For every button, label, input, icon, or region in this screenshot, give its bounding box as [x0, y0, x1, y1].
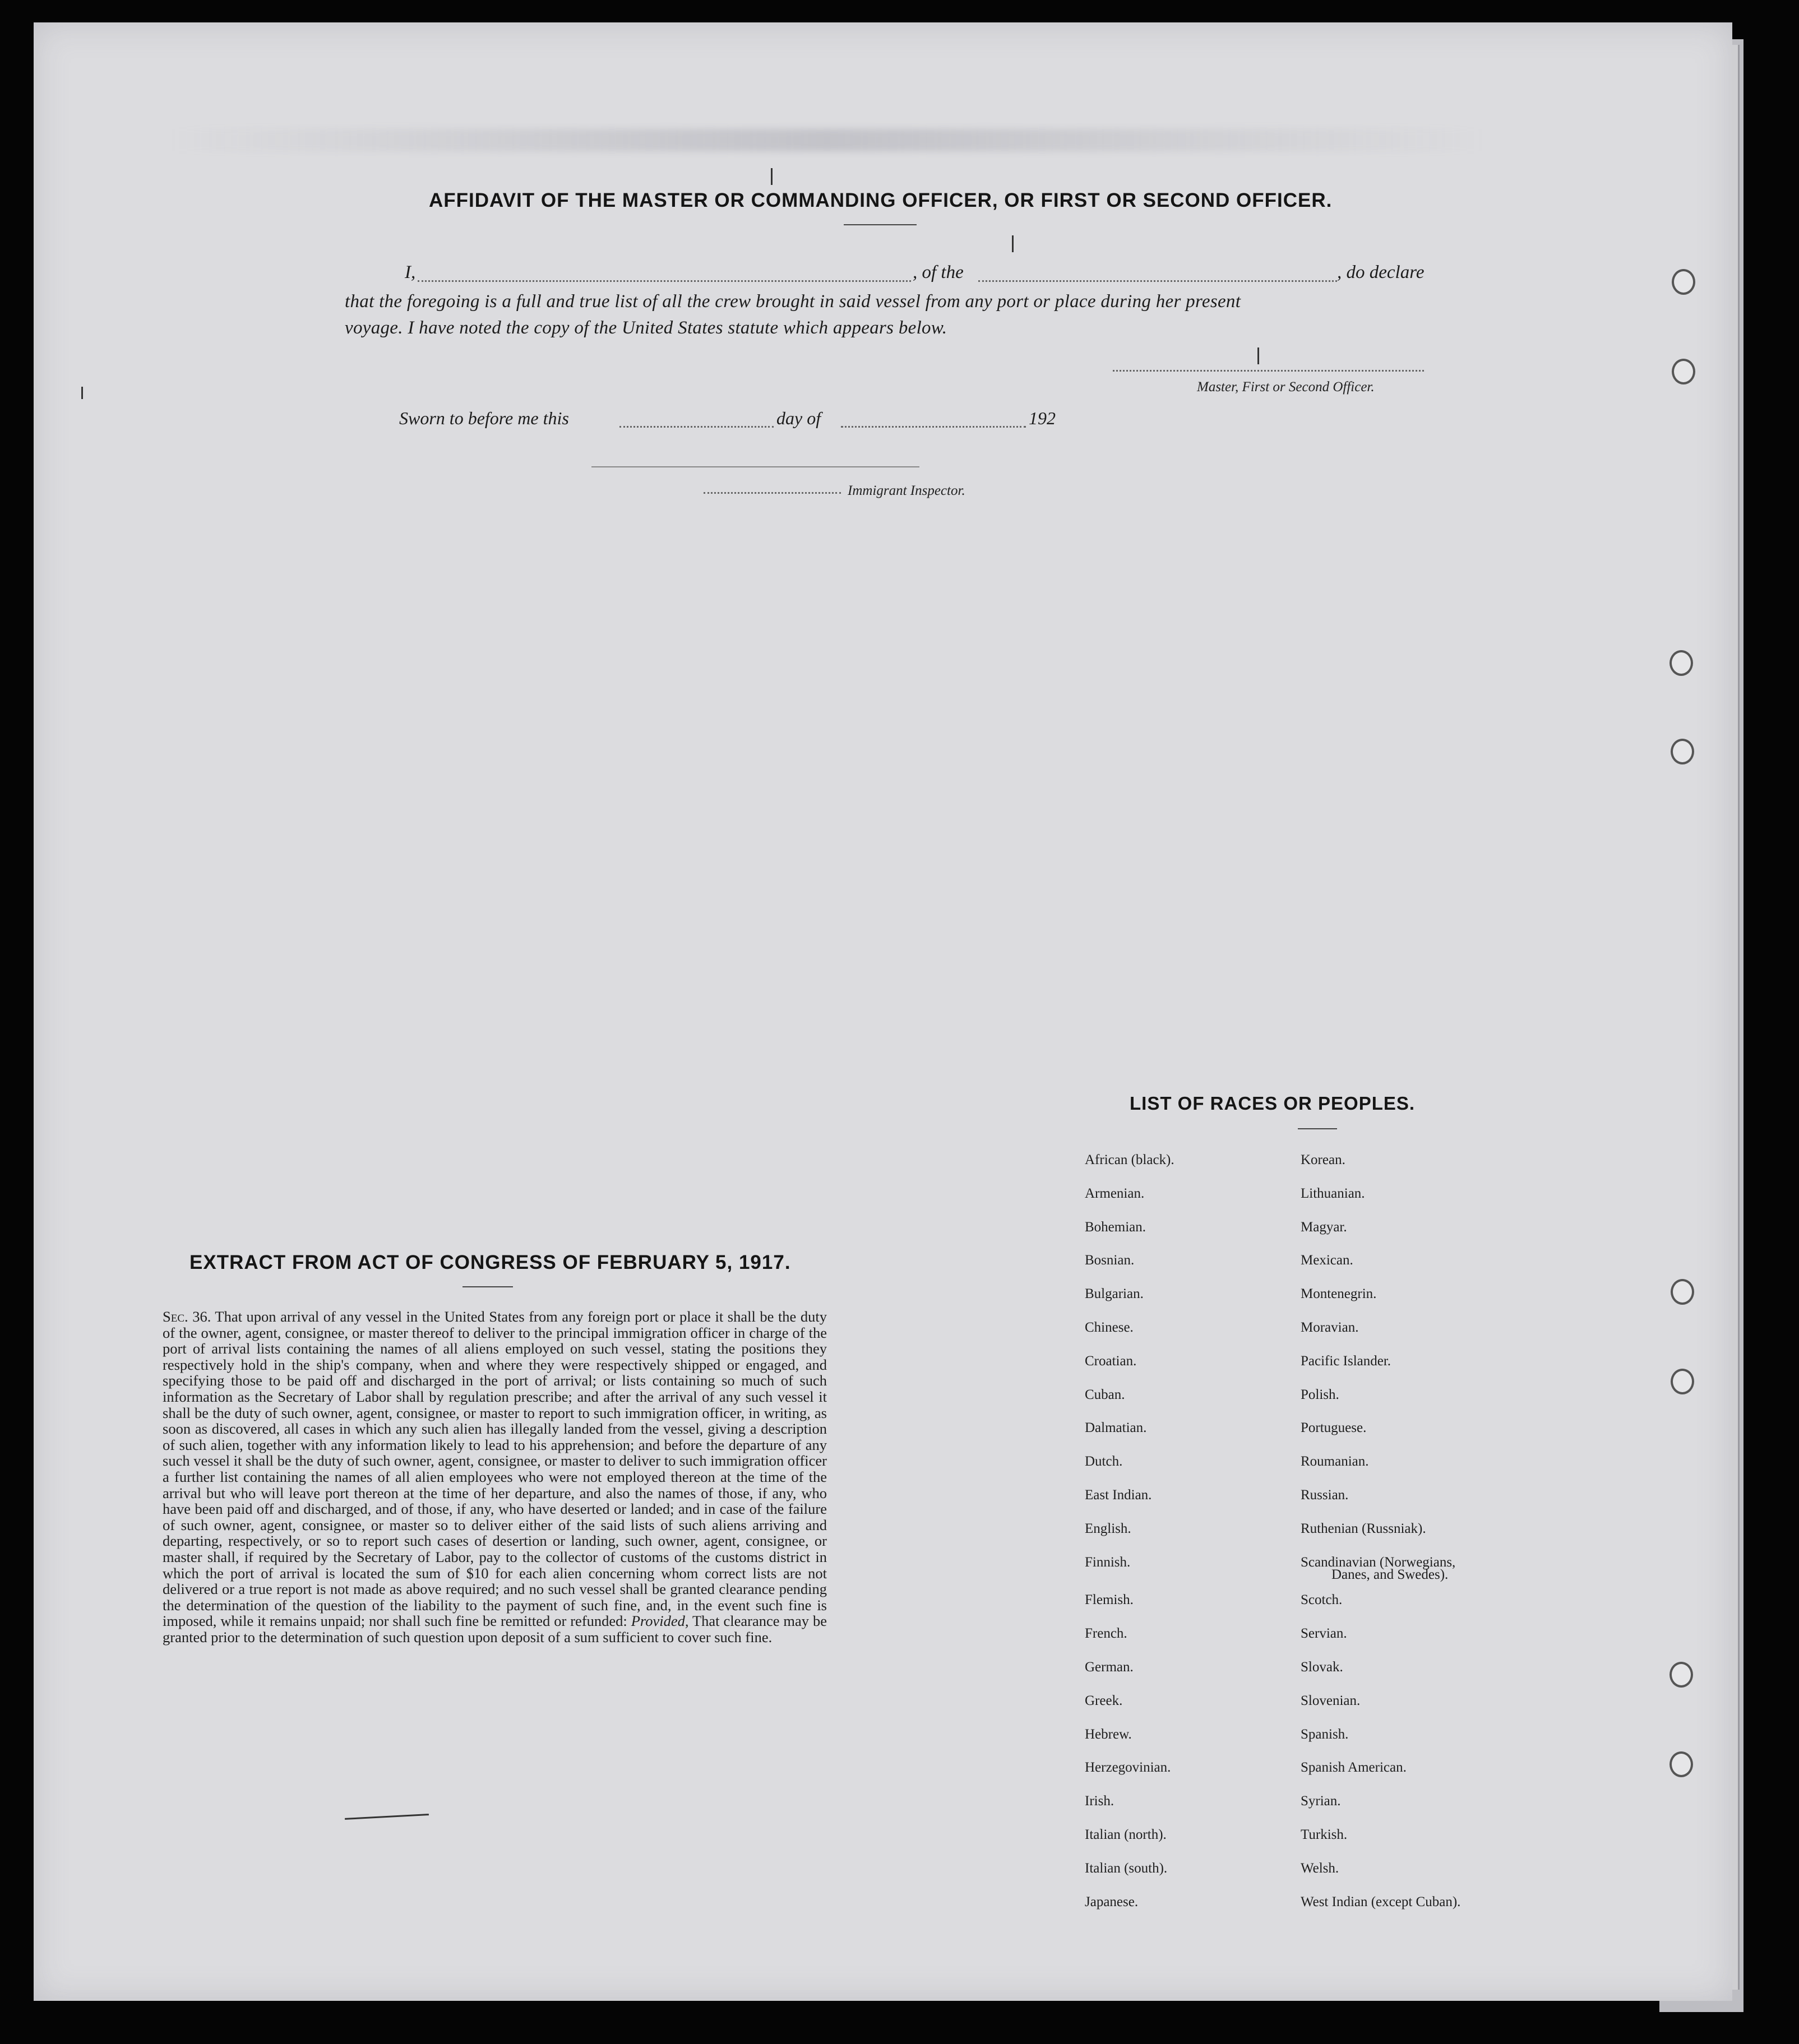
affidavit-of-the: , of the [913, 262, 964, 282]
race-item: Korean. [1301, 1152, 1345, 1167]
binder-hole [1671, 1369, 1694, 1394]
race-item: Ruthenian (Russniak). [1301, 1521, 1426, 1536]
section-label: Sec. 36. [163, 1308, 211, 1325]
race-item: Slovak. [1301, 1660, 1343, 1675]
affidavit-declare: , do declare [1337, 262, 1425, 282]
race-item: Italian (north). [1085, 1827, 1167, 1842]
race-item: Cuban. [1085, 1387, 1125, 1402]
race-item: Armenian. [1085, 1185, 1145, 1201]
inspector-field[interactable] [704, 492, 841, 494]
race-item: Greek. [1085, 1693, 1123, 1708]
race-item: Italian (south). [1085, 1860, 1168, 1876]
statute-body-end: That clearance may be granted prior to the determination of such question upon deposit of a sum sufficient to cover such fine. [163, 1612, 827, 1646]
statute-body: That upon arrival of any vessel in the United States from any foreign port or place it shall be the duty of the owner, agent, consignee, or master thereof to deliver to the principal immigration officer in charge of the port of arrival lists containing the names of all aliens employed on such vessel, stating the positions they respectively hold in the ship's company, when and where they were respectively shipped or engaged, and specifying those to be paid off and discharged in the port of arrival; or lists containing so much of such information as the Secretary of Labor shall by regulation prescribe; and after the arrival of any such vessel it shall be the duty of such owner, agent, consignee, or master to report to such immigration officer, in writing, as soon as discovered, all cases in which any such alien has illegally landed from the vessel, giving a description of such alien, together with any information likely to lead to his apprehension; and before the departure of any such vessel it shall be the duty of such owner, agent, consignee, or master to deliver to such immigration officer a further list containing the names of all alien employees who were not employed thereon at the time of the arrival but who will leave port thereon at the time of her departure, and also the names of those, if any, who have been paid off and discharged, and of those, if any, who have deserted or landed; and in case of the failure of such owner, agent, consignee, or master so to deliver either of the said lists of such aliens arriving and departing, respectively, or so to report such cases of desertion or landing, such owner, agent, consignee, or master shall, if required by the Secretary of Labor, pay to the collector of customs of the customs district in which the port of arrival is located the sum of $10 for each alien concerning whom correct lists are not delivered or a true report is not made as above required; and no such vessel shall be granted clearance pending the determination of the question of the liability to the payment of such fine, and, in the event such fine is imposed, while it remains unpaid; nor shall such fine be remitted or refunded: [163, 1308, 827, 1630]
stray-mark [81, 387, 83, 399]
signature-caption: Master, First or Second Officer. [1197, 379, 1375, 395]
binder-hole [1669, 1751, 1693, 1777]
stray-mark [1257, 347, 1259, 364]
affidavit-line-2: that the foregoing is a full and true list of all the crew brought in said vessel from any port or place during her present [345, 291, 1241, 312]
race-item: Hebrew. [1085, 1726, 1132, 1742]
race-item: West Indian (except Cuban). [1301, 1894, 1461, 1909]
race-item: English. [1085, 1521, 1131, 1536]
affidavit-line-3: voyage. I have noted the copy of the United States statute which appears below. [345, 318, 947, 338]
officer-signature-field[interactable] [1113, 370, 1424, 372]
sworn-day-field[interactable] [619, 426, 774, 428]
race-item: Scotch. [1301, 1592, 1343, 1608]
inspector-caption: Immigrant Inspector. [848, 483, 965, 498]
stray-mark [1012, 235, 1014, 252]
race-item: African (black). [1085, 1152, 1174, 1167]
race-item: Bohemian. [1085, 1219, 1146, 1235]
race-item: German. [1085, 1660, 1134, 1675]
vessel-field[interactable] [978, 280, 1337, 282]
sworn-text: Sworn to before me this [399, 408, 569, 428]
binder-hole [1671, 1279, 1694, 1305]
race-item: Turkish. [1301, 1827, 1348, 1842]
race-item: Moravian. [1301, 1320, 1359, 1335]
races-rule [1298, 1128, 1337, 1129]
extract-rule [463, 1286, 513, 1287]
race-item: Chinese. [1085, 1320, 1134, 1335]
race-item: French. [1085, 1626, 1127, 1642]
race-item: Croatian. [1085, 1353, 1137, 1369]
bleed-through-text [168, 129, 1486, 151]
binder-hole [1672, 359, 1695, 384]
race-item: Russian. [1301, 1487, 1349, 1503]
race-item: Irish. [1085, 1793, 1114, 1809]
race-continuation: Danes, and Swedes). [1331, 1567, 1449, 1582]
title-rule [844, 224, 917, 225]
extract-title: EXTRACT FROM ACT OF CONGRESS OF FEBRUARY 5, 1917. [189, 1252, 791, 1273]
binder-hole [1672, 269, 1695, 295]
race-item: Dalmatian. [1085, 1420, 1147, 1436]
race-item: Flemish. [1085, 1592, 1134, 1608]
race-item: Mexican. [1301, 1253, 1353, 1268]
race-item: Montenegrin. [1301, 1286, 1377, 1302]
race-item: Pacific Islander. [1301, 1353, 1391, 1369]
stray-mark [771, 168, 773, 185]
name-field[interactable] [418, 280, 911, 282]
race-item: Portuguese. [1301, 1420, 1367, 1436]
day-of-text: day of [776, 408, 821, 428]
race-item: Roumanian. [1301, 1454, 1369, 1470]
binder-hole [1669, 650, 1693, 676]
race-item: Magyar. [1301, 1219, 1347, 1235]
race-item: Syrian. [1301, 1793, 1341, 1809]
binder-hole [1669, 1662, 1693, 1688]
race-item: Welsh. [1301, 1860, 1339, 1876]
race-item: Scandinavian (Norwegians, [1301, 1554, 1456, 1570]
inspector-signature-line[interactable] [591, 466, 919, 467]
proviso-word: Provided, [631, 1612, 689, 1630]
race-item: Servian. [1301, 1626, 1347, 1642]
race-item: Herzegovinian. [1085, 1760, 1171, 1776]
race-item: Polish. [1301, 1387, 1339, 1402]
affidavit-i: I, [405, 262, 416, 282]
race-item: Spanish American. [1301, 1760, 1407, 1776]
race-item: Finnish. [1085, 1554, 1131, 1570]
binder-hole [1671, 739, 1694, 764]
affidavit-title: AFFIDAVIT OF THE MASTER OR COMMANDING OFFICER, OR FIRST OR SECOND OFFICER. [429, 189, 1333, 211]
races-title: LIST OF RACES OR PEOPLES. [1130, 1093, 1416, 1114]
race-item: Spanish. [1301, 1726, 1349, 1742]
race-item: East Indian. [1085, 1487, 1152, 1503]
race-item: Dutch. [1085, 1454, 1123, 1470]
race-item: Bosnian. [1085, 1253, 1135, 1268]
statute-text [163, 1309, 827, 1645]
year-text: 192 [1029, 408, 1056, 428]
race-item: Bulgarian. [1085, 1286, 1144, 1302]
race-item: Slovenian. [1301, 1693, 1361, 1708]
race-item: Lithuanian. [1301, 1185, 1365, 1201]
sworn-month-field[interactable] [841, 426, 1026, 428]
race-item: Japanese. [1085, 1894, 1139, 1909]
